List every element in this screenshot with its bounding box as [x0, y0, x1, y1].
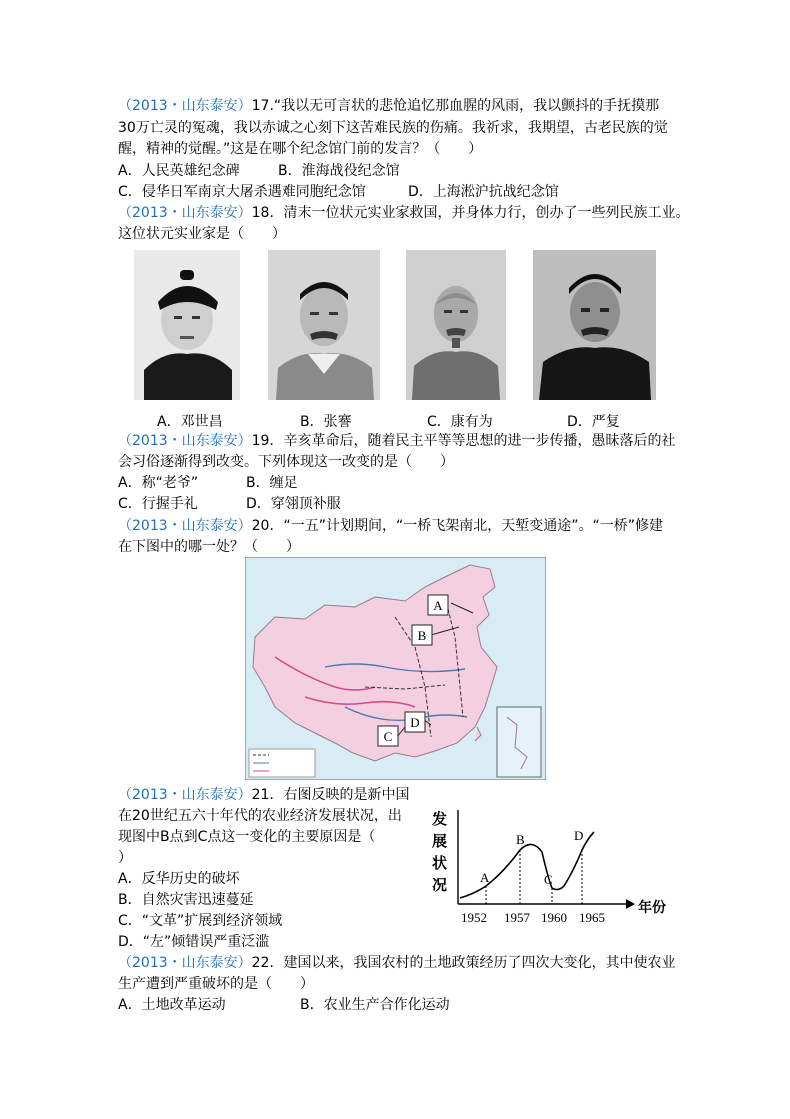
q18-line1: （2013・山东泰安）18．清末一位状元实业家救国，并身体力行，创办了一些列民族工业。 — [118, 205, 690, 221]
q19-option-c: C．行握手礼 — [118, 496, 198, 512]
q21-option-c: C．“文革”扩展到经济领域 — [118, 913, 283, 929]
graph-year-1957: 1957 — [504, 910, 530, 925]
q20-line2: 在下图中的哪一处？（ ） — [118, 539, 300, 555]
caption-b: B．张謇 — [300, 414, 352, 430]
graph-year-1952: 1952 — [461, 910, 487, 925]
graph-point-d: D — [574, 828, 584, 843]
graph-ylabel-1: 发 — [432, 812, 448, 828]
graph-xlabel: 年份 — [638, 901, 666, 916]
q21-line4: ） — [118, 850, 132, 866]
portrait-d-image — [533, 250, 656, 400]
q21-source: （2013・山东泰安） — [118, 787, 252, 803]
q21-line3: 现图中B点到C点这一变化的主要原因是（ — [118, 829, 376, 845]
q20-source: （2013・山东泰安） — [118, 518, 252, 534]
q17-option-a: A．人民英雄纪念碑 — [118, 163, 240, 179]
q17-option-b: B．淮海战役纪念馆 — [278, 163, 400, 179]
q19-line1: （2013・山东泰安）19．辛亥革命后，随着民主平等等思想的进一步传播，愚昧落后的社 — [118, 433, 676, 449]
q21-option-d: D．“左”倾错误严重泛滥 — [118, 934, 270, 950]
portrait-c-image — [406, 250, 506, 400]
graph-ylabel-3: 状 — [432, 856, 448, 872]
q17-option-d: D．上海淞沪抗战纪念馆 — [408, 184, 559, 200]
q21-line2: 在20世纪五六十年代的农业经济发展状况，出 — [118, 808, 402, 824]
map-label-d: D — [410, 715, 420, 730]
q19-line2: 会习俗逐渐得到改变。下列体现这一改变的是（ ） — [118, 454, 454, 470]
q18-source: （2013・山东泰安） — [118, 205, 252, 221]
q19-option-a: A．称“老爷” — [118, 475, 199, 491]
q22-source: （2013・山东泰安） — [118, 955, 252, 971]
graph-ylabel-2: 展 — [432, 834, 448, 850]
q21-option-b: B．自然灾害迅速蔓延 — [118, 892, 254, 908]
q22-option-a: A．土地改革运动 — [118, 997, 226, 1013]
graph-point-c: C — [544, 872, 553, 887]
q18-line2: 这位状元实业家是（ ） — [118, 226, 286, 242]
q20-line1: （2013・山东泰安）20．“一五”计划期间，“一桥飞架南北，天堑变通途”。“一桥”修建 — [118, 518, 663, 534]
graph-point-a: A — [480, 870, 490, 885]
q17-line3: 醒，精神的觉醒。”这是在哪个纪念馆门前的发言？（ ） — [118, 141, 483, 157]
caption-d: D．严复 — [567, 414, 620, 430]
graph-point-b: B — [516, 832, 525, 847]
map-label-c: C — [383, 729, 393, 744]
q21-option-a: A．反华历史的破坏 — [118, 871, 240, 887]
q22-line1: （2013・山东泰安）22．建国以来，我国农村的土地政策经历了四次大变化，其中使农业 — [118, 955, 676, 971]
caption-a: A．邓世昌 — [157, 414, 223, 430]
q17-source: （2013・山东泰安） — [118, 98, 252, 114]
q17-option-c: C．侵华日军南京大屠杀遇难同胞纪念馆 — [118, 184, 366, 200]
caption-c: C．康有为 — [427, 414, 493, 430]
q17-line1: （2013・山东泰安）17.“我以无可言状的悲怆追忆那血腥的风雨，我以颤抖的手抚摸那 — [118, 98, 660, 114]
q21-line1: （2013・山东泰安）21．右图反映的是新中国 — [118, 787, 410, 803]
map-label-a: A — [433, 598, 443, 613]
q22-option-b: B．农业生产合作化运动 — [300, 997, 450, 1013]
graph-year-1960: 1960 — [541, 910, 567, 925]
q19-option-d: D．穿翎顶补服 — [246, 496, 341, 512]
map-label-b: B — [417, 628, 427, 643]
graph-ylabel-4: 况 — [432, 878, 448, 894]
q19-source: （2013・山东泰安） — [118, 433, 252, 449]
q19-option-b: B．缠足 — [246, 475, 298, 491]
china-railway-map — [245, 557, 546, 780]
portrait-a-image — [134, 250, 240, 400]
q22-line2: 生产遭到严重破坏的是（ ） — [118, 976, 314, 992]
agriculture-development-graph — [424, 808, 672, 926]
graph-year-1965: 1965 — [579, 910, 605, 925]
portrait-b-image — [268, 250, 380, 400]
q17-line2: 30万亡灵的冤魂，我以赤诚之心刻下这苦难民族的伤痛。我祈求，我期望，古老民族的觉 — [118, 120, 668, 136]
